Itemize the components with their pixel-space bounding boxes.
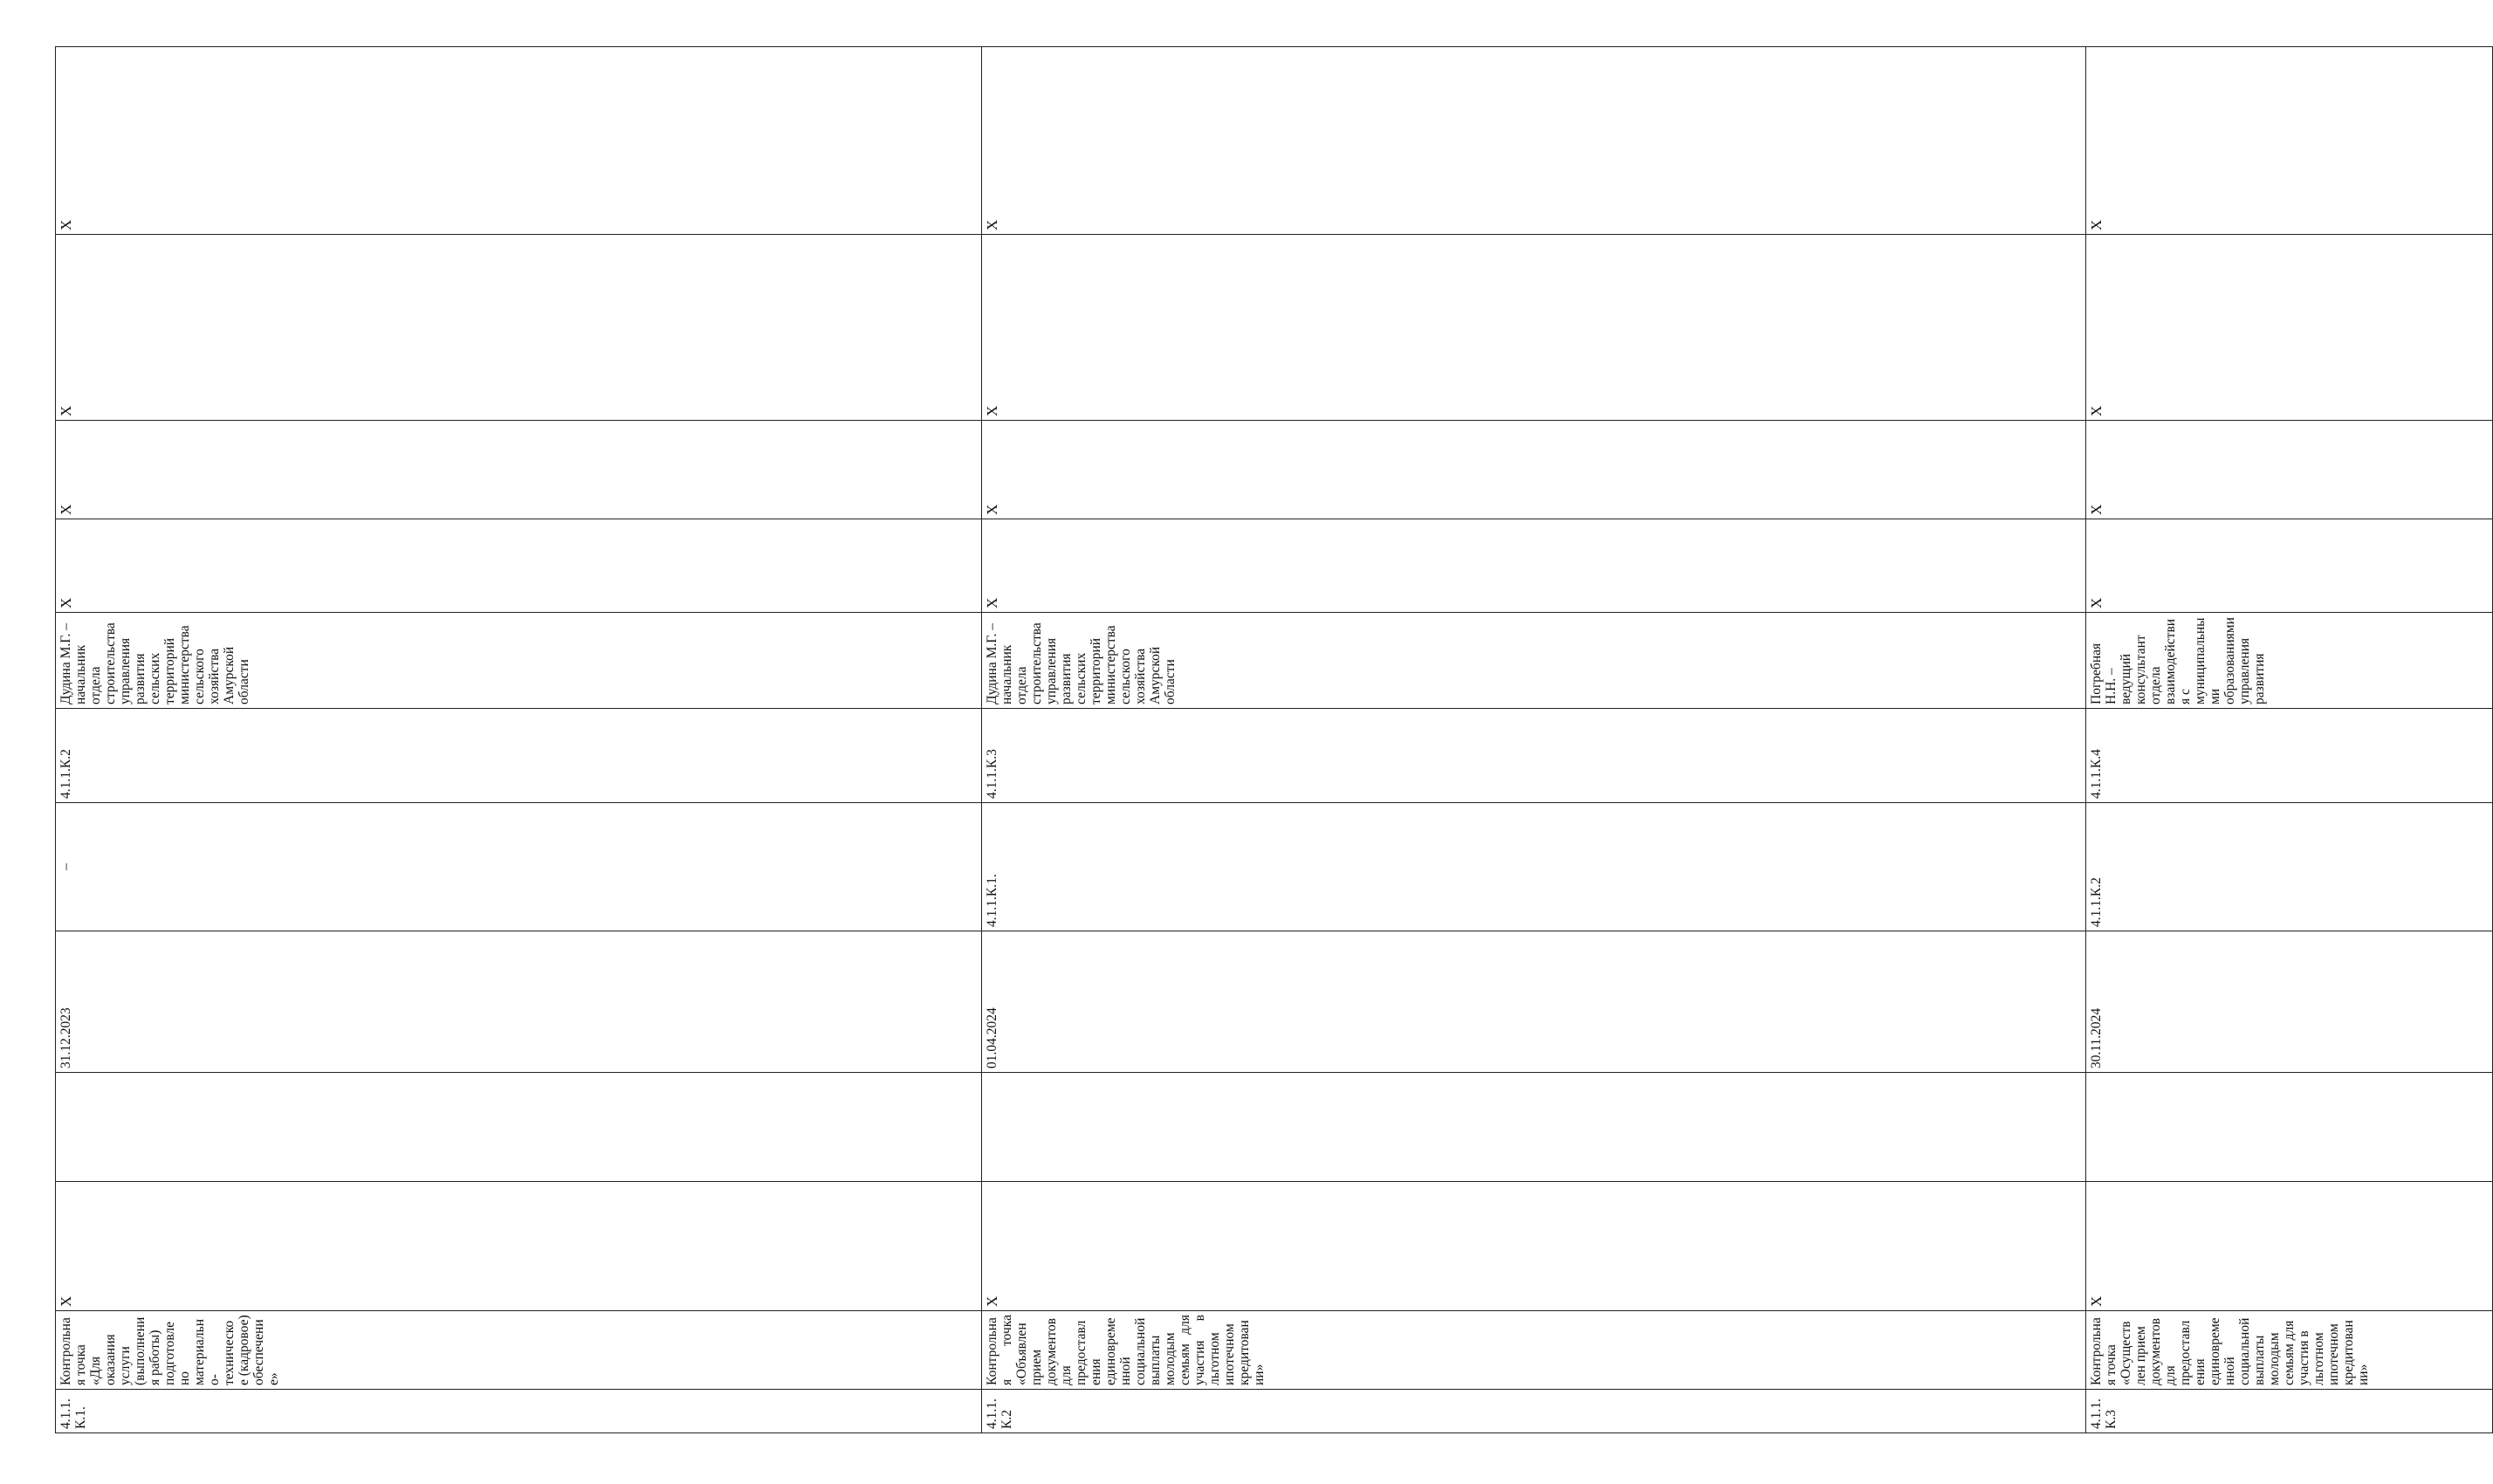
control-point-name: Контрольная точка «Осуществлен прием документов для предоставления единовременной социальной выплаты молодым семьям для участия в льготном ипотечном кредитовании» — [2086, 1311, 2493, 1390]
mark-cell: Х — [2086, 421, 2493, 519]
date-cell: 30.11.2024 — [2086, 931, 2493, 1073]
successor-cell: 4.1.1.К.3 — [982, 709, 2086, 803]
predecessor-cell: 4.1.1.К.2 — [2086, 803, 2493, 931]
predecessor-cell: 4.1.1.К.1. — [982, 803, 2086, 931]
mark-cell: Х — [2086, 235, 2493, 421]
successor-cell: 4.1.1.К.4 — [2086, 709, 2493, 803]
mark-cell: Х — [982, 519, 2086, 613]
control-points-table — [55, 46, 2493, 1433]
mark-cell: Х — [2086, 1182, 2493, 1311]
table-row — [56, 47, 982, 1433]
mark-cell: Х — [56, 235, 982, 421]
table-row — [982, 47, 2086, 1433]
date-cell: 31.12.2023 — [56, 931, 982, 1073]
row-number: 4.1.1.К.3 — [2086, 1390, 2493, 1433]
responsible-cell: Дудина М.Г. – начальник отдела строительства управления развития сельских территорий министерства сельского хозяйства Амурской области — [56, 613, 982, 709]
date-cell: 01.04.2024 — [982, 931, 2086, 1073]
responsible-cell: Дудина М.Г. – начальник отдела строительства управления развития сельских территорий министерства сельского хозяйства Амурской области — [982, 613, 2086, 709]
mark-cell: Х — [56, 1182, 982, 1311]
responsible-cell: Погребная Н.Н. – ведущий консультант отдела взаимодействия с муниципальными образованиями управления развития — [2086, 613, 2493, 709]
mark-cell: Х — [982, 1182, 2086, 1311]
mark-cell: Х — [56, 421, 982, 519]
mark-cell: Х — [982, 47, 2086, 235]
row-number: 4.1.1.К.2 — [982, 1390, 2086, 1433]
mark-cell: Х — [982, 235, 2086, 421]
empty-cell — [56, 1073, 982, 1182]
control-point-name: Контрольная точка «Для оказания услуги (выполнения работы) подготовлено материально-техническое (кадровое) обеспечение» — [56, 1311, 982, 1390]
mark-cell: Х — [2086, 519, 2493, 613]
predecessor-cell: – — [56, 803, 982, 931]
empty-cell — [2086, 1073, 2493, 1182]
table-row — [2086, 47, 2493, 1433]
mark-cell: Х — [2086, 47, 2493, 235]
rotated-table-container — [55, 47, 2371, 1433]
control-point-name: Контрольная точка «Объявлен прием документов для предоставления единовременной социальной выплаты молодым семьям для участия в льготном ипотечном кредитовании» — [982, 1311, 2086, 1390]
mark-cell: Х — [56, 47, 982, 235]
mark-cell: Х — [982, 421, 2086, 519]
successor-cell: 4.1.1.К.2 — [56, 709, 982, 803]
mark-cell: Х — [56, 519, 982, 613]
empty-cell — [982, 1073, 2086, 1182]
row-number: 4.1.1.К.1. — [56, 1390, 982, 1433]
